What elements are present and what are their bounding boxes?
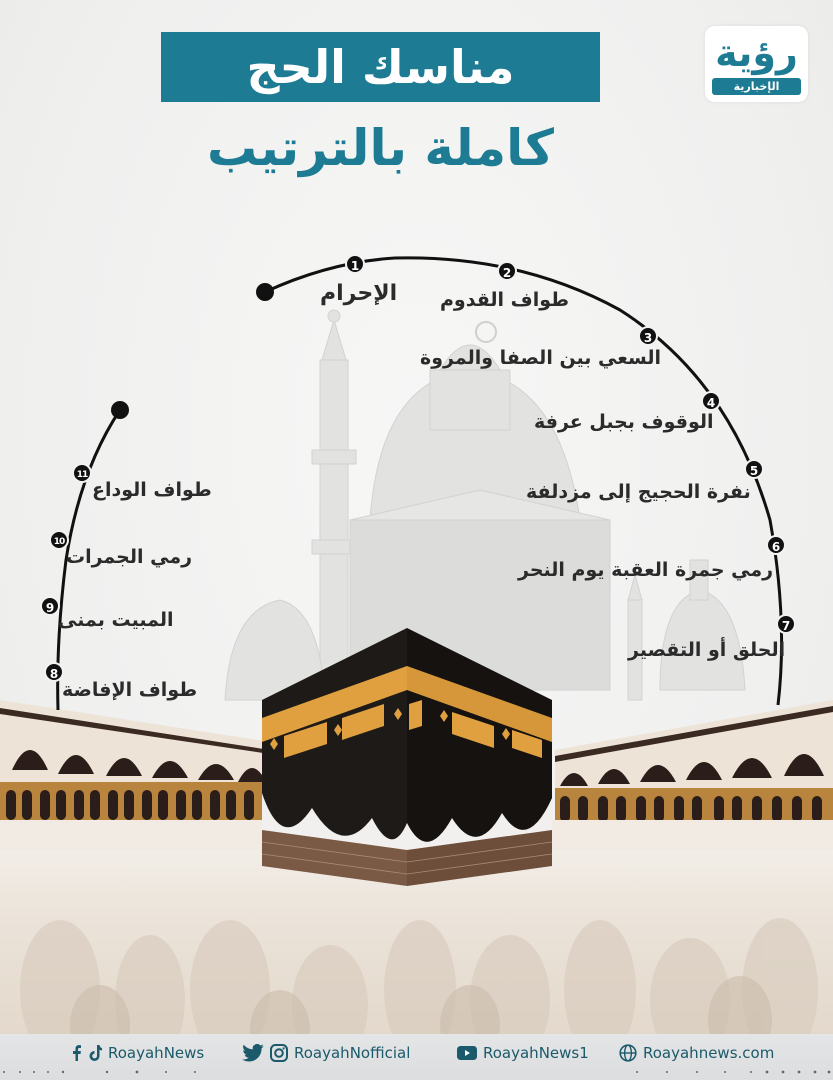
facebook-tiktok-handle: RoayahNews xyxy=(108,1044,205,1062)
step-4-label: الوقوف بجبل عرفة xyxy=(534,411,714,433)
step-2-label: طواف القدوم xyxy=(440,289,570,311)
page-title: مناسك الحج xyxy=(246,40,515,94)
step-6-badge: 6 xyxy=(766,535,786,555)
globe-icon xyxy=(619,1044,637,1062)
logo-tagline: الإخبارية xyxy=(712,78,801,95)
step-9-badge: 9 xyxy=(40,596,60,616)
step-5-badge: 5 xyxy=(744,459,764,479)
youtube-handle: RoayahNews1 xyxy=(483,1044,589,1062)
step-3-label: السعي بين الصفا والمروة xyxy=(420,347,661,369)
step-11-label: طواف الوداع xyxy=(92,479,212,501)
footer-facebook-tiktok[interactable] xyxy=(72,1044,204,1062)
instagram-icon xyxy=(270,1044,288,1062)
step-10-badge: 10 xyxy=(49,530,69,550)
step-7-badge: 7 xyxy=(776,614,796,634)
page-subtitle: كاملة بالترتيب xyxy=(207,119,554,177)
step-1-label: الإحرام xyxy=(320,281,398,306)
step-11-badge: 11 xyxy=(72,463,92,483)
footer-social-bar xyxy=(0,1034,833,1080)
step-6-label: رمي جمرة العقبة يوم النحر xyxy=(518,559,774,581)
step-5-label: نفرة الحجيج إلى مزدلفة xyxy=(526,481,751,503)
step-9-label: المبيت بمنى xyxy=(58,609,174,631)
step-4-badge: 4 xyxy=(701,391,721,411)
tiktok-icon xyxy=(88,1045,102,1061)
step-10-label: رمي الجمرات xyxy=(66,546,193,568)
twitter-icon xyxy=(242,1044,264,1062)
youtube-icon xyxy=(457,1046,477,1060)
step-3-badge: 3 xyxy=(638,326,658,346)
footer-youtube[interactable] xyxy=(457,1044,589,1062)
step-7-label: الحلق أو التقصير xyxy=(628,639,786,661)
step-8-label: طواف الإفاضة xyxy=(62,679,198,701)
decorative-dots-right xyxy=(633,1070,833,1074)
roayah-logo xyxy=(705,26,808,102)
logo-wordmark: رؤية xyxy=(715,31,798,75)
website-url: Roayahnews.com xyxy=(643,1044,775,1062)
decorative-dots-left xyxy=(0,1070,200,1074)
step-2-badge: 2 xyxy=(497,261,517,281)
footer-twitter-instagram[interactable] xyxy=(242,1044,410,1062)
facebook-icon xyxy=(72,1045,82,1061)
title-banner xyxy=(161,32,600,102)
step-8-badge: 8 xyxy=(44,662,64,682)
step-1-badge: 1 xyxy=(345,254,365,274)
kaaba-illustration xyxy=(262,618,552,886)
twitter-instagram-handle: RoayahNofficial xyxy=(294,1044,411,1062)
footer-website[interactable] xyxy=(619,1044,774,1062)
